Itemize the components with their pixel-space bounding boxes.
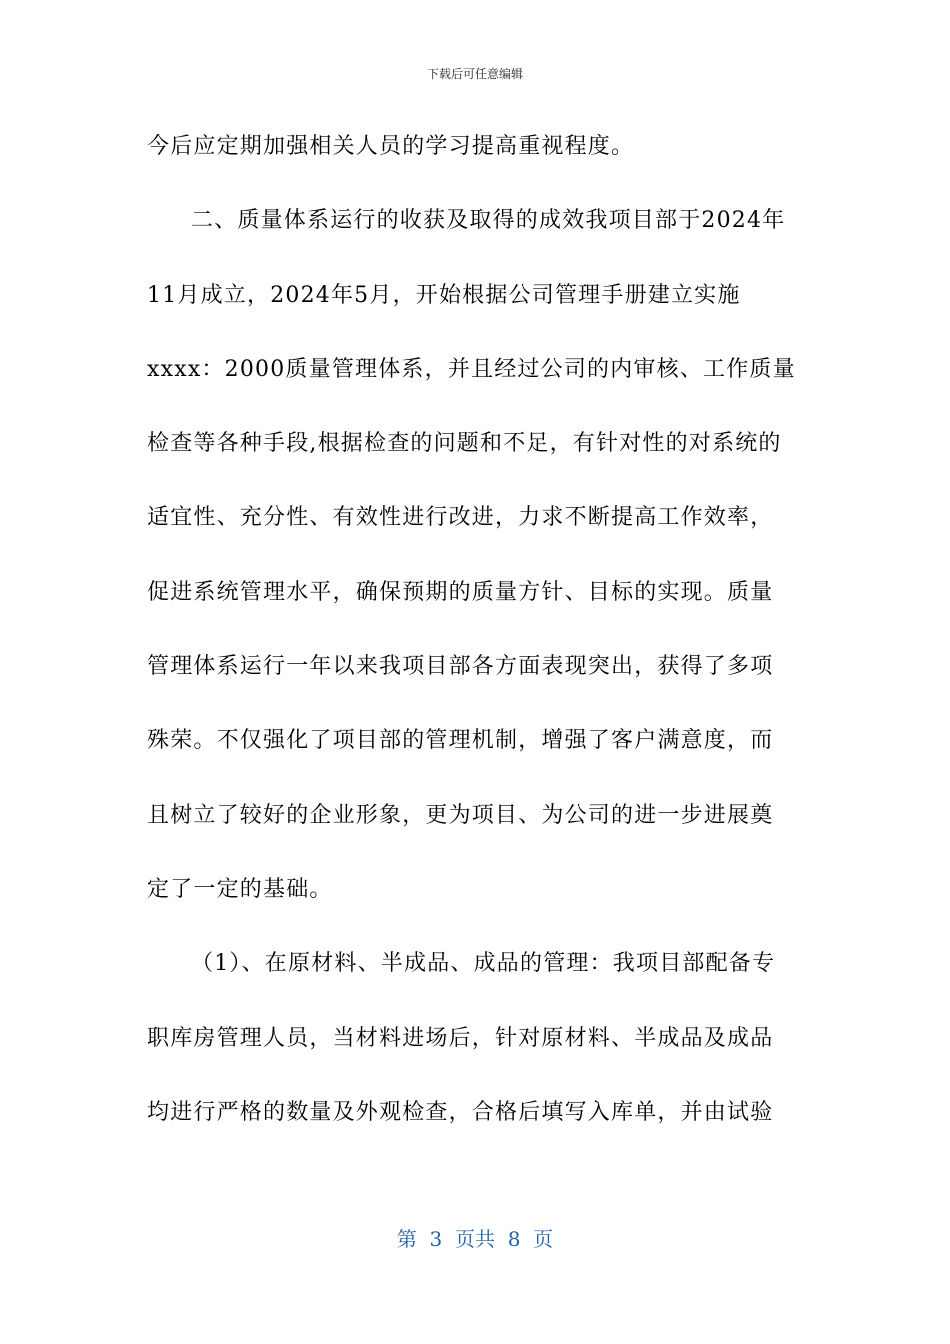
page-number-footer: 第 3 页共 8 页 [396, 1227, 554, 1251]
text-line-11: 定了一定的基础。 [147, 876, 333, 902]
text-line-9: 殊荣。不仅强化了项目部的管理机制，增强了客户满意度，而 [147, 728, 774, 754]
text-line-10: 且树立了较好的企业形象，更为项目、为公司的进一步进展奠 [147, 802, 774, 828]
text-line-8: 管理体系运行一年以来我项目部各方面表现突出，获得了多项 [147, 654, 774, 680]
page-header: 下载后可任意编辑 [426, 67, 523, 81]
text-line-1: 今后应定期加强相关人员的学习提高重视程度。 [147, 134, 635, 159]
text-line-12: （1）、在原材料、半成品、成品的管理：我项目部配备专 [191, 951, 776, 977]
text-line-4: xxxx：2000质量管理体系，并且经过公司的内审核、工作质量 [147, 356, 796, 382]
text-line-5: 检查等各种手段,根据检查的问题和不足，有针对性的对系统的 [147, 431, 782, 457]
text-line-6: 适宜性、充分性、有效性进行改进，力求不断提高工作效率， [147, 505, 774, 531]
text-line-7: 促进系统管理水平，确保预期的质量方针、目标的实现。质量 [147, 579, 774, 605]
text-line-2: 二、质量体系运行的收获及取得的成效我项目部于2024年 [191, 208, 786, 234]
document-body [147, 127, 807, 1167]
text-line-14: 均进行严格的数量及外观检查，合格后填写入库单，并由试验 [147, 1099, 774, 1125]
text-line-3: 11月成立，2024年5月，开始根据公司管理手册建立实施 [147, 282, 741, 308]
text-line-13: 职库房管理人员，当材料进场后，针对原材料、半成品及成品 [147, 1025, 774, 1051]
